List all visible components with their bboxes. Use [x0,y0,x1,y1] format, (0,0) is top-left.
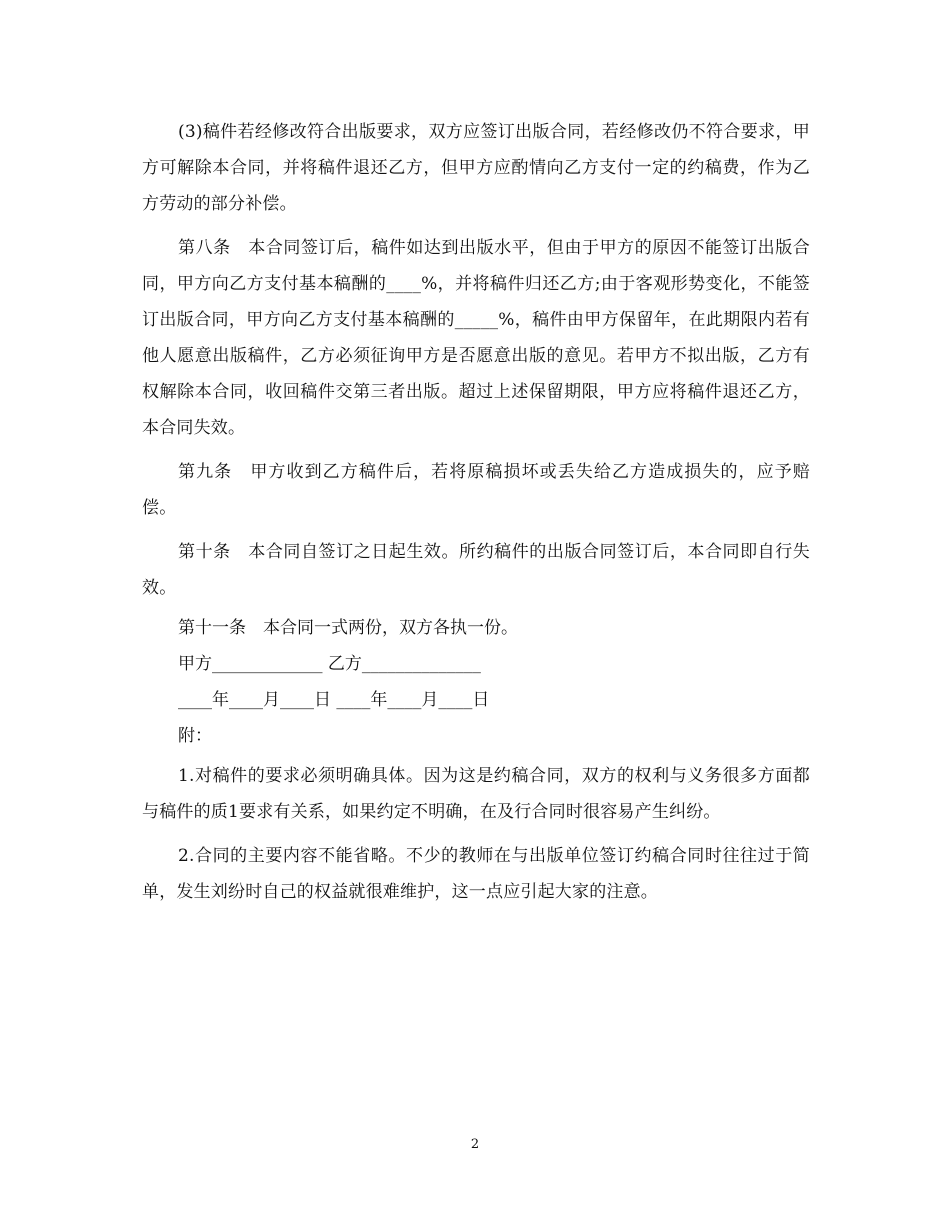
appendix-item-1: 1.对稿件的要求必须明确具体。因为这是约稿合同，双方的权利与义务很多方面都与稿件的质1要求有关系，如果约定不明确，在及行合同时很容易产生纠纷。 [142,766,810,822]
document-body [142,114,810,918]
paragraph-clause-3: (3)稿件若经修改符合出版要求，双方应签订出版合同，若经修改仍不符合要求，甲方可解除本合同，并将稿件退还乙方，但甲方应酌情向乙方支付一定的约稿费，作为乙方劳动的部分补偿。 [142,122,810,214]
paragraph-article-9: 第九条 甲方收到乙方稿件后，若将原稿损坏或丢失给乙方造成损失的，应予赔偿。 [142,462,810,518]
paragraph-article-8: 第八条 本合同签订后，稿件如达到出版水平，但由于甲方的原因不能签订出版合同，甲方向乙方支付基本稿酬的____%，并将稿件归还乙方;由于客观形势变化，不能签订出版合同，甲方向乙方支付基本稿酬的_____%，稿件由甲方保留年，在此期限内若有他人愿意出版稿件，乙方必须征询甲方是否愿意出版的意见。若甲方不拟出版，乙方有权解除本合同，收回稿件交第三者出版。超过上述保留期限，甲方应将稿件退还乙方，本合同失效。 [142,238,810,438]
paragraph-article-10: 第十条 本合同自签订之日起生效。所约稿件的出版合同签订后，本合同即自行失效。 [142,542,810,598]
appendix-item-2: 2.合同的主要内容不能省略。不少的教师在与出版单位签订约稿合同时往往过于简单，发生刘纷时自己的权益就很难维护，这一点应引起大家的注意。 [142,846,810,902]
page-number: 2 [470,1137,480,1152]
signature-line: 甲方_____________ 乙方______________ [178,654,481,674]
appendix-heading: 附： [178,726,212,746]
paragraph-article-11: 第十一条 本合同一式两份，双方各执一份。 [178,618,518,638]
date-line: ____年____月____日 ____年____月____日 [178,690,490,710]
